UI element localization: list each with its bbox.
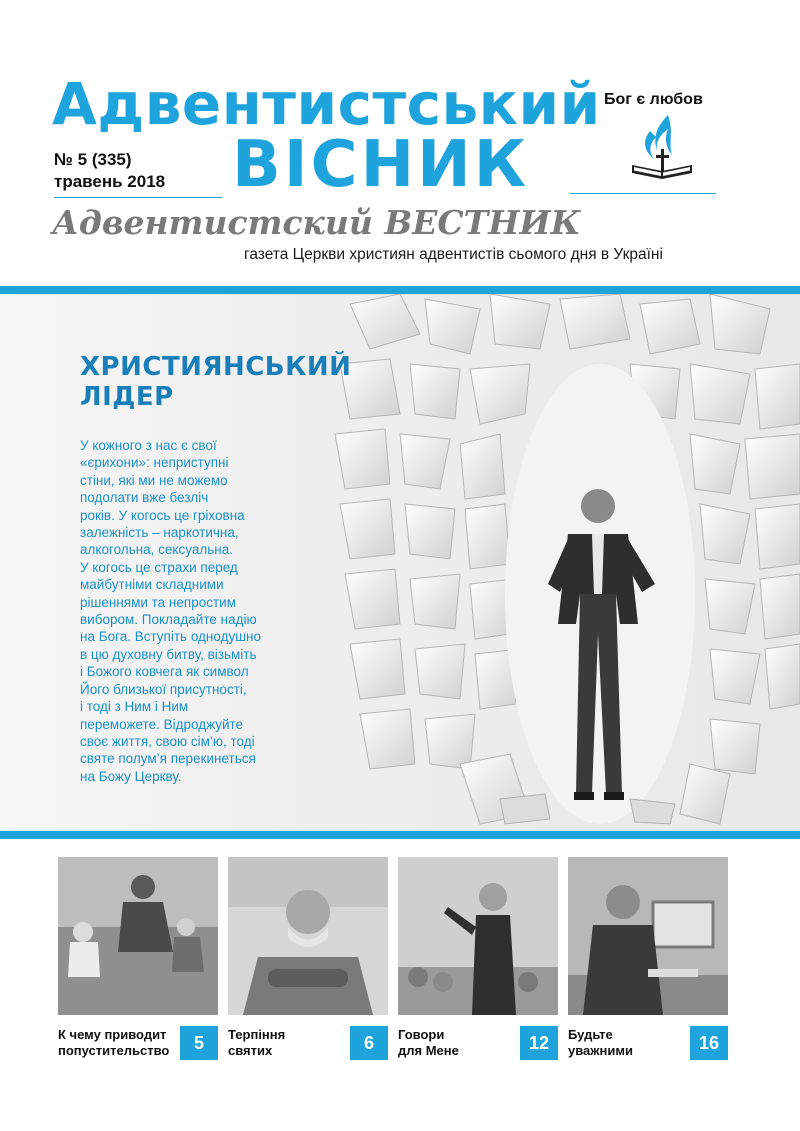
- teaser-title[interactable]: [398, 1027, 459, 1059]
- lead-line: У когось це страхи перед: [80, 559, 238, 575]
- divider: [570, 193, 716, 194]
- teaser-item[interactable]: [58, 857, 218, 1058]
- lead-line: переможете. Відроджуйте: [80, 716, 244, 732]
- masthead-title-line1: Адвентистський: [52, 70, 601, 138]
- broken-wall-illustration: [330, 294, 800, 831]
- masthead-title-line2: ВІСНИК: [232, 128, 529, 202]
- teaser-item[interactable]: [228, 857, 388, 1058]
- teaser-page-number: 6: [350, 1026, 388, 1060]
- teaser-title-line: уважними: [568, 1043, 633, 1058]
- teaser-item[interactable]: [398, 857, 558, 1058]
- motto: Бог є любов: [604, 91, 703, 108]
- divider: [54, 197, 222, 198]
- lead-line: подолати вже безліч: [80, 490, 209, 506]
- lead-line: стіни, які ми не можемо: [80, 472, 228, 488]
- lead-line: Його близької присутності,: [80, 681, 247, 697]
- teaser-title[interactable]: [58, 1027, 169, 1059]
- teaser-title-line: Терпіння: [228, 1027, 286, 1042]
- teaser-title-line: К чему приводит: [58, 1027, 167, 1042]
- lead-line: «єрихони»: неприступні: [80, 455, 229, 471]
- lead-line: і тоді з Ним і Ним: [80, 699, 189, 715]
- teaser-title-line: для Мене: [398, 1043, 459, 1058]
- lead-line: залежність – наркотична,: [80, 525, 239, 541]
- lead-line: рішеннями та непростим: [80, 594, 236, 610]
- issue-date: травень 2018: [54, 172, 166, 191]
- lead-line: в цю духовну битву, візьміть: [80, 646, 257, 662]
- lead-line: на Бога. Вступіть однодушно: [80, 629, 262, 645]
- teaser-title-line: Будьте: [568, 1027, 613, 1042]
- hero-heading-line: ХРИСТИЯНСЬКИЙ: [80, 352, 352, 382]
- church-logo-icon: [628, 113, 696, 185]
- lead-line: святе полум’я перекинеться: [80, 751, 256, 767]
- accent-band-bottom: [0, 831, 800, 839]
- teaser-item[interactable]: [568, 857, 728, 1058]
- teaser-page-number: 12: [520, 1026, 558, 1060]
- teaser-photo: [398, 857, 558, 1015]
- teaser-page-number: 16: [690, 1026, 728, 1060]
- lead-line: років. У когось це гріховна: [80, 507, 245, 523]
- teaser-title-line: попустительство: [58, 1043, 170, 1058]
- teaser-photo: [228, 857, 388, 1015]
- hero-heading: [80, 352, 351, 412]
- teaser-photo: [568, 857, 728, 1015]
- lead-line: вибором. Покладайте надію: [80, 612, 257, 628]
- subtitle-russian: Адвентистский ВЕСТНИК: [52, 203, 581, 242]
- teaser-title[interactable]: [568, 1027, 633, 1059]
- lead-line: У кожного з нас є свої: [80, 438, 217, 453]
- teaser-title-line: Говори: [398, 1027, 445, 1042]
- lead-line: алкогольна, сексуальна.: [80, 542, 233, 558]
- lead-line: своє життя, свою сім’ю, тоді: [80, 733, 255, 749]
- tagline: газета Церкви християн адвентистів сьомого дня в Україні: [244, 246, 663, 263]
- teaser-title-line: святих: [228, 1043, 273, 1058]
- teaser-title[interactable]: [228, 1027, 285, 1059]
- teaser-page-number: 5: [180, 1026, 218, 1060]
- hero-lead-text: [80, 437, 285, 785]
- lead-line: і Божого ковчега як символ: [80, 664, 249, 680]
- hero-heading-line: ЛІДЕР: [80, 382, 174, 412]
- accent-band-top: [0, 286, 800, 294]
- lead-line: на Божу Церкву.: [80, 768, 182, 784]
- issue-number: № 5 (335): [54, 150, 132, 169]
- teaser-photo: [58, 857, 218, 1015]
- lead-line: майбутніми складними: [80, 577, 224, 593]
